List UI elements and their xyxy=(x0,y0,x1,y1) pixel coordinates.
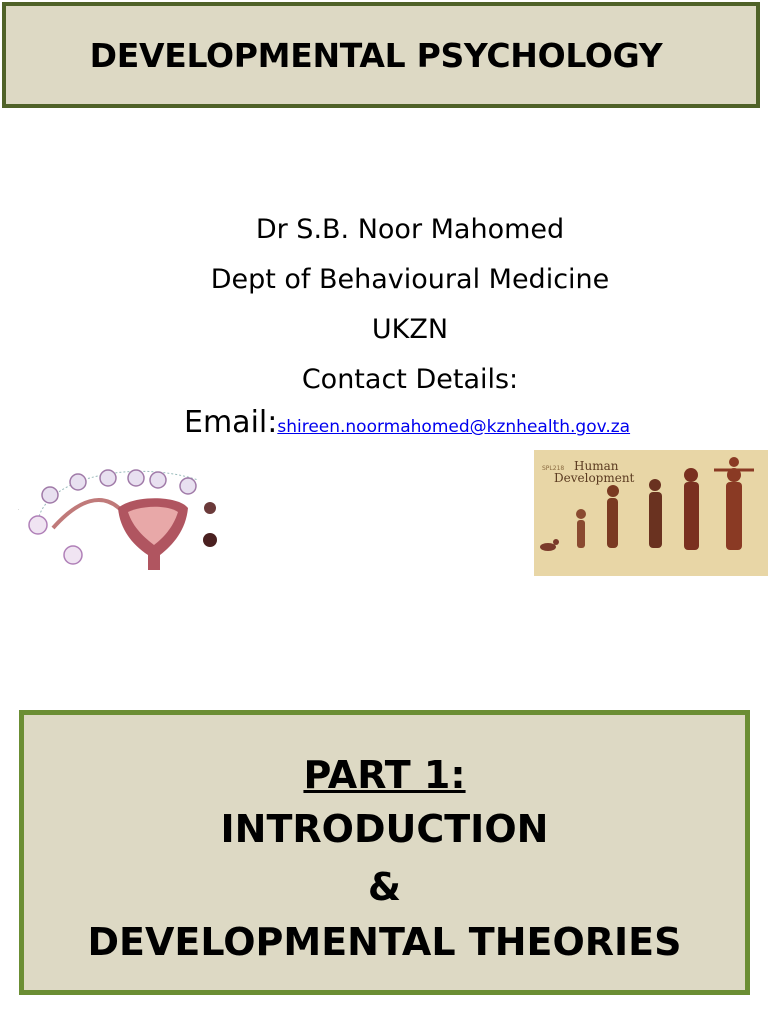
part-heading-line3: DEVELOPMENTAL THEORIES xyxy=(87,920,682,964)
title-banner xyxy=(2,2,760,108)
contact-heading: Contact Details: xyxy=(301,364,519,395)
author-department: Dept of Behavioural Medicine xyxy=(210,264,610,295)
svg-text:.: . xyxy=(18,506,20,511)
image-title-line2: Development xyxy=(554,471,635,485)
email-link[interactable]: shireen.noormahomed@kznhealth.gov.za xyxy=(277,417,631,437)
author-institution: UKZN xyxy=(371,314,449,345)
part-heading-line2: & xyxy=(367,865,402,909)
author-block xyxy=(0,205,768,405)
part-heading-line1: INTRODUCTION xyxy=(220,807,549,851)
image-title-line1: Human xyxy=(574,459,619,473)
email-line xyxy=(184,405,630,440)
author-name: Dr S.B. Noor Mahomed xyxy=(255,214,565,245)
fertilization-diagram-illustration xyxy=(8,450,220,575)
email-label: Email: xyxy=(184,405,278,440)
human-development-illustration xyxy=(534,450,768,576)
image-course-code: SPL218 xyxy=(542,465,565,472)
part-banner xyxy=(19,710,750,995)
fertilization-diagram-image xyxy=(8,450,220,575)
document-title: DEVELOPMENTAL PSYCHOLOGY xyxy=(89,35,663,75)
human-development-image xyxy=(534,450,768,576)
part-label: PART 1: xyxy=(303,753,466,797)
